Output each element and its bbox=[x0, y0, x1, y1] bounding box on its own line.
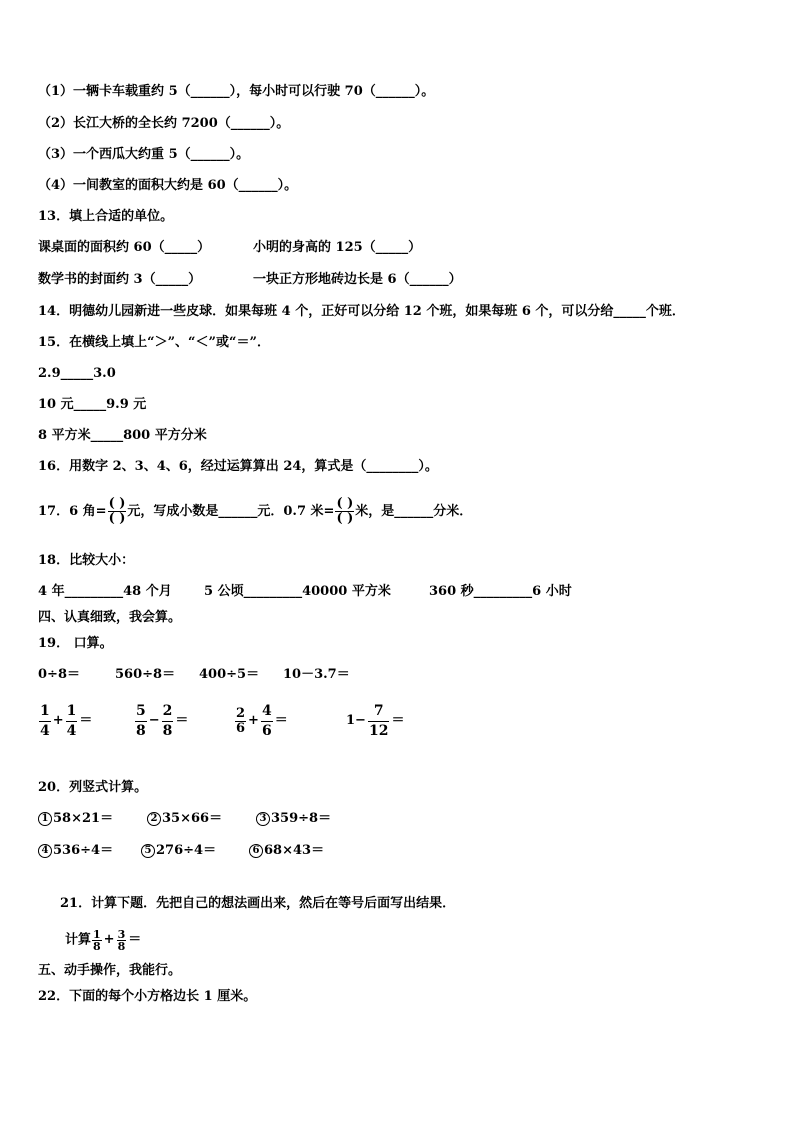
q14: 14．明德幼儿园新进一些皮球．如果每班 4 个，正好可以分给 12 个班，如果每班 6 个，可以分给_____个班． bbox=[38, 304, 685, 319]
q12-item-3: （3）一个西瓜大约重 5（______）。 bbox=[38, 147, 250, 162]
q20-item-6 bbox=[249, 843, 324, 859]
q17-mid1: 元，写成小数是______元．0.7 米= bbox=[127, 504, 335, 519]
q19-title: 19． 口算。 bbox=[38, 636, 113, 651]
q20-item-5-expr: 276÷4＝ bbox=[156, 843, 217, 858]
q21-frac-1 bbox=[92, 929, 102, 952]
q13-title: 13．填上合适的单位。 bbox=[38, 209, 174, 224]
q20-item-4 bbox=[38, 843, 113, 859]
q17-fraction-2-den: ( ) bbox=[336, 511, 354, 526]
q21-equals: ＝ bbox=[128, 932, 142, 947]
circled-number-4: 4 bbox=[38, 844, 52, 858]
q15-title: 15．在横线上填上“＞”、“＜”或“＝”． bbox=[38, 335, 270, 350]
q19-r2-c bbox=[234, 701, 289, 742]
q19-r2-b-den-2: 8 bbox=[162, 722, 173, 739]
q19-r2-a bbox=[38, 701, 93, 742]
circled-number-6: 6 bbox=[249, 844, 263, 858]
q18-b: 5 公顷_________40000 平方米 bbox=[204, 584, 391, 599]
q19-r2-d-prefix: 1− bbox=[346, 713, 366, 728]
q19-r2-d-den: 12 bbox=[368, 722, 389, 739]
q21-operator: + bbox=[103, 932, 115, 947]
section-4-heading: 四、认真细致，我会算。 bbox=[38, 610, 182, 625]
q19-r2-b-equals: ＝ bbox=[175, 713, 189, 728]
q19-r2-b-operator: − bbox=[148, 713, 160, 728]
q17-fraction-2 bbox=[335, 497, 354, 526]
q19-r2-a-num-1: 1 bbox=[40, 702, 50, 719]
q19-r1-a: 0÷8＝ bbox=[38, 667, 80, 682]
q19-r2-d-equals: ＝ bbox=[391, 713, 405, 728]
q17-fraction-1-den: ( ) bbox=[108, 511, 126, 526]
q20-item-3-expr: 359÷8＝ bbox=[271, 811, 332, 826]
q20-item-3 bbox=[256, 811, 331, 827]
q19-r2-d-num: 7 bbox=[373, 702, 384, 719]
q19-r2-b-num-1: 5 bbox=[136, 702, 146, 719]
q17-pre: 17．6 角= bbox=[38, 504, 107, 519]
q21-den-1: 8 bbox=[93, 939, 101, 953]
q18-a: 4 年_________48 个月 bbox=[38, 584, 172, 599]
q19-r2-a-frac-2 bbox=[66, 702, 78, 741]
circled-number-2: 2 bbox=[147, 812, 161, 826]
q19-r2-a-equals: ＝ bbox=[79, 713, 93, 728]
q19-r2-b-den-1: 8 bbox=[136, 722, 146, 739]
q19-r2-b bbox=[134, 701, 189, 742]
q19-r2-d bbox=[345, 701, 405, 742]
q19-r1-b: 560÷8＝ bbox=[115, 667, 176, 682]
q20-item-4-expr: 536÷4＝ bbox=[53, 843, 114, 858]
q19-r2-c-frac-1 bbox=[235, 707, 246, 736]
q13-b: 小明的身高的 125（_____） bbox=[253, 240, 422, 255]
q12-item-1: （1）一辆卡车载重约 5（______），每小时可以行驶 70（______）。 bbox=[38, 84, 435, 99]
q19-r2-c-frac-2 bbox=[261, 702, 273, 741]
q19-r2-a-num-2: 1 bbox=[66, 702, 77, 719]
q20-item-1-expr: 58×21＝ bbox=[53, 811, 114, 826]
q20-title: 20．列竖式计算。 bbox=[38, 780, 148, 795]
q19-r2-b-frac-1 bbox=[135, 702, 147, 741]
q21-calc-prefix: 计算 bbox=[65, 932, 92, 948]
q13-c: 数学书的封面约 3（_____） bbox=[38, 272, 202, 287]
q19-r2-c-den-2: 6 bbox=[261, 722, 272, 739]
q21-num-1: 1 bbox=[93, 927, 101, 941]
q19-r2-c-den-1: 6 bbox=[236, 720, 246, 736]
q17-fraction-2-num: ( ) bbox=[336, 496, 354, 511]
q19-r2-c-num-2: 4 bbox=[261, 702, 272, 719]
circled-number-3: 3 bbox=[256, 812, 270, 826]
q20-item-5 bbox=[141, 843, 216, 859]
q17 bbox=[38, 492, 472, 532]
q19-r2-a-den-2: 4 bbox=[66, 722, 77, 739]
section-5-heading: 五、动手操作，我能行。 bbox=[38, 963, 182, 978]
q19-r2-c-equals: ＝ bbox=[274, 713, 288, 728]
circled-number-5: 5 bbox=[141, 844, 155, 858]
q19-r2-c-num-1: 2 bbox=[236, 705, 246, 721]
q19-r2-d-frac bbox=[368, 702, 389, 741]
q19-r2-b-frac-2 bbox=[162, 702, 174, 741]
q15-b: 10 元_____9.9 元 bbox=[38, 397, 147, 412]
q19-r2-a-frac-1 bbox=[39, 702, 51, 741]
q21-calc bbox=[65, 924, 142, 957]
q21-den-2: 8 bbox=[117, 939, 126, 953]
q21-title: 21．计算下题．先把自己的想法画出来，然后在等号后面写出结果． bbox=[60, 896, 456, 911]
q17-fraction-1 bbox=[108, 497, 127, 526]
q19-r1-c: 400÷5＝ bbox=[199, 667, 260, 682]
circled-number-1: 1 bbox=[38, 812, 52, 826]
q19-r1-d: 10－3.7＝ bbox=[283, 667, 350, 682]
q21-frac-2 bbox=[117, 929, 127, 952]
q19-r2-a-den-1: 4 bbox=[40, 722, 50, 739]
q19-r2-a-operator: + bbox=[52, 713, 64, 728]
q20-item-1 bbox=[38, 811, 113, 827]
q18-title: 18．比较大小： bbox=[38, 553, 135, 568]
q12-item-2: （2）长江大桥的全长约 7200（______）。 bbox=[38, 116, 290, 131]
q16: 16．用数字 2、3、4、6，经过运算算出 24，算式是（________）。 bbox=[38, 459, 438, 474]
q18-c: 360 秒_________6 小时 bbox=[429, 584, 572, 599]
q20-item-6-expr: 68×43＝ bbox=[264, 843, 325, 858]
q17-mid2: 米，是______分米． bbox=[355, 504, 473, 519]
q15-a: 2.9_____3.0 bbox=[38, 366, 116, 381]
q17-fraction-1-num: ( ) bbox=[108, 496, 126, 511]
q20-item-2 bbox=[147, 811, 222, 827]
q12-item-4: （4）一间教室的面积大约是 60（______）。 bbox=[38, 178, 298, 193]
q19-r2-c-operator: + bbox=[248, 713, 259, 728]
q22: 22．下面的每个小方格边长 1 厘米。 bbox=[38, 989, 257, 1004]
q13-a: 课桌面的面积约 60（_____） bbox=[38, 240, 211, 255]
q15-c: 8 平方米_____800 平方分米 bbox=[38, 428, 207, 443]
q13-d: 一块正方形地砖边长是 6（______） bbox=[253, 272, 462, 287]
q20-item-2-expr: 35×66＝ bbox=[162, 811, 223, 826]
q19-r2-b-num-2: 2 bbox=[162, 702, 173, 719]
q21-num-2: 3 bbox=[117, 927, 126, 941]
